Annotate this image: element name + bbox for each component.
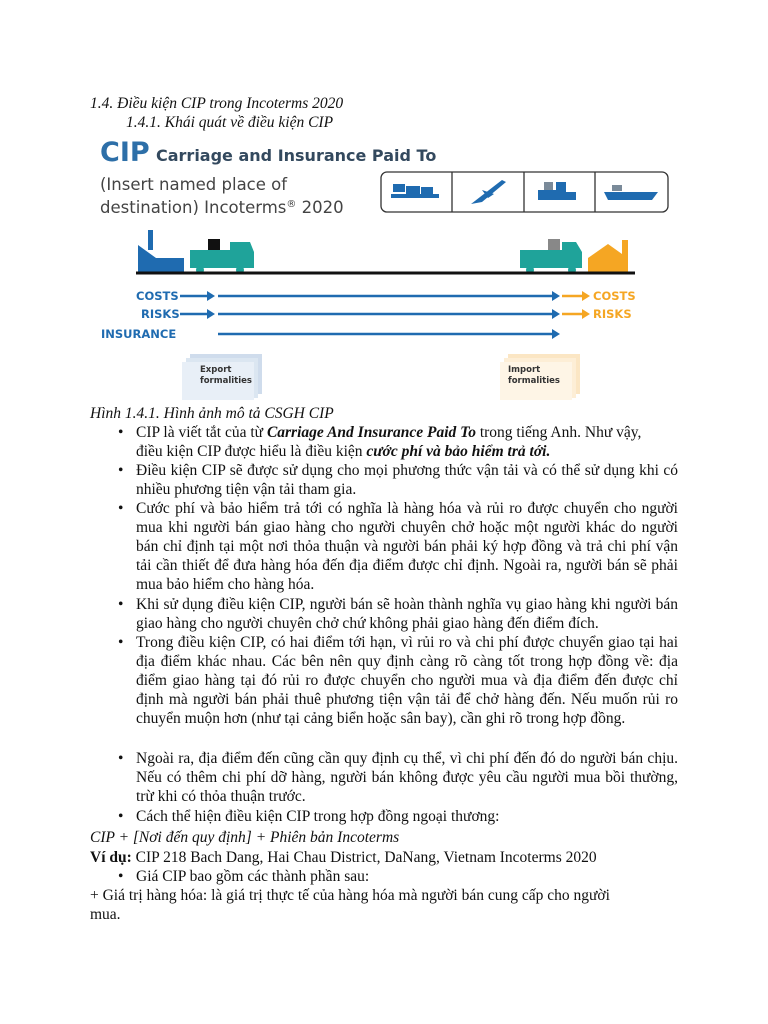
export-line2: formalities	[200, 376, 252, 386]
bullet-item: • CIP là viết tắt của từ Carriage And Insurance Paid To trong tiếng Anh. Như vậy, điều kiện CIP được hiểu là điều kiện cước phí và bảo hiểm trả tới.	[112, 423, 678, 461]
label-insurance: INSURANCE	[101, 327, 177, 341]
export-formalities-icon	[182, 354, 262, 400]
label-risks-right: RISKS	[593, 307, 632, 321]
cip-diagram-svg	[90, 132, 680, 402]
bullet-item: • Ngoài ra, địa điểm đến cũng cần quy định cụ thể, vì chi phí đến đó do người bán chịu. Nếu có thêm chi phí dỡ hàng, người bán không được yêu cầu người mua bồi thường, trừ khi có thỏa thuận trước.	[112, 749, 678, 807]
truck-icon	[520, 239, 582, 274]
bullet-list	[112, 423, 678, 826]
label-costs-right: COSTS	[593, 289, 636, 303]
bullet-list-2	[112, 867, 678, 886]
example-label: Ví dụ:	[90, 849, 132, 866]
section-heading: 1.4. Điều kiện CIP trong Incoterms 2020	[90, 95, 344, 112]
value-line-1: + Giá trị hàng hóa: là giá trị thực tế của hàng hóa mà người bán cung cấp cho người	[90, 887, 610, 904]
bullet-item: • Cách thể hiện điều kiện CIP trong hợp đồng ngoại thương:	[112, 807, 678, 826]
seller-warehouse-icon	[138, 230, 184, 272]
value-line-2: mua.	[90, 906, 121, 923]
bullet-item: • Cước phí và bảo hiểm trả tới có nghĩa là hàng hóa và rủi ro được chuyển cho người mua khi người bán giao hàng cho người chuyên chở hoặc một người khác do người bán chỉ định tại một nơi thỏa thuận và người bán phải ký hợp đồng và trả chi phí vận tải cần thiết để đưa hàng hóa đến địa điểm được chỉ định. Ngoài ra, người bán sẽ phải mua bảo hiểm cho hàng hóa.	[112, 499, 678, 595]
figure-title-rest: Carriage and Insurance Paid To	[156, 146, 437, 165]
bullet-item: • Khi sử dụng điều kiện CIP, người bán sẽ hoàn thành nghĩa vụ giao hàng khi người bán giao hàng cho người chuyên chở chứ không phải giao hàng đến điểm đích.	[112, 595, 678, 633]
figure-title-code: CIP	[100, 137, 150, 168]
bullet-item: • Điều kiện CIP sẽ được sử dụng cho mọi phương thức vận tải và có thể sử dụng khi có nhiều phương tiện vận tải tham gia.	[112, 461, 678, 499]
bullet-item: • Trong điều kiện CIP, có hai điểm tới hạn, vì rủi ro và chi phí được chuyển giao tại hai địa điểm khác nhau. Các bên nên quy định càng rõ càng tốt trong hợp đồng về: địa điểm giao hàng tại đó rủi ro được chuyển cho người mua và địa điểm đến được chỉ định mà người bán phải thuê phương tiện vận tải để chở hàng đến. Nếu muốn rủi ro chuyển muộn hơn (như tại cảng biển hoặc sân bay), cần ghi rõ trong hợp đồng.	[112, 633, 678, 749]
label-risks-left: RISKS	[141, 307, 180, 321]
transport-modes-box	[381, 172, 668, 212]
example-text: CIP 218 Bach Dang, Hai Chau District, DaNang, Vietnam Incoterms 2020	[131, 849, 597, 866]
label-costs-left: COSTS	[136, 289, 179, 303]
import-line1: Import	[508, 365, 541, 375]
subsection-heading: 1.4.1. Khái quát về điều kiện CIP	[126, 114, 334, 131]
import-formalities-icon	[500, 354, 580, 400]
buyer-warehouse-icon	[588, 240, 628, 272]
figure-caption: Hình 1.4.1. Hình ảnh mô tả CSGH CIP	[90, 405, 334, 422]
import-line2: formalities	[508, 376, 560, 386]
formula-line: CIP + [Nơi đến quy định] + Phiên bản Incoterms	[90, 829, 400, 846]
bullet-item: • Giá CIP bao gồm các thành phần sau:	[112, 867, 678, 886]
truck-icon	[190, 239, 254, 274]
cip-diagram	[90, 132, 680, 402]
export-line1: Export	[200, 365, 232, 375]
figure-subtitle-line1: (Insert named place of	[100, 175, 288, 194]
figure-subtitle-line2: destination) Incoterms® 2020	[100, 198, 344, 217]
example-line	[90, 848, 597, 867]
